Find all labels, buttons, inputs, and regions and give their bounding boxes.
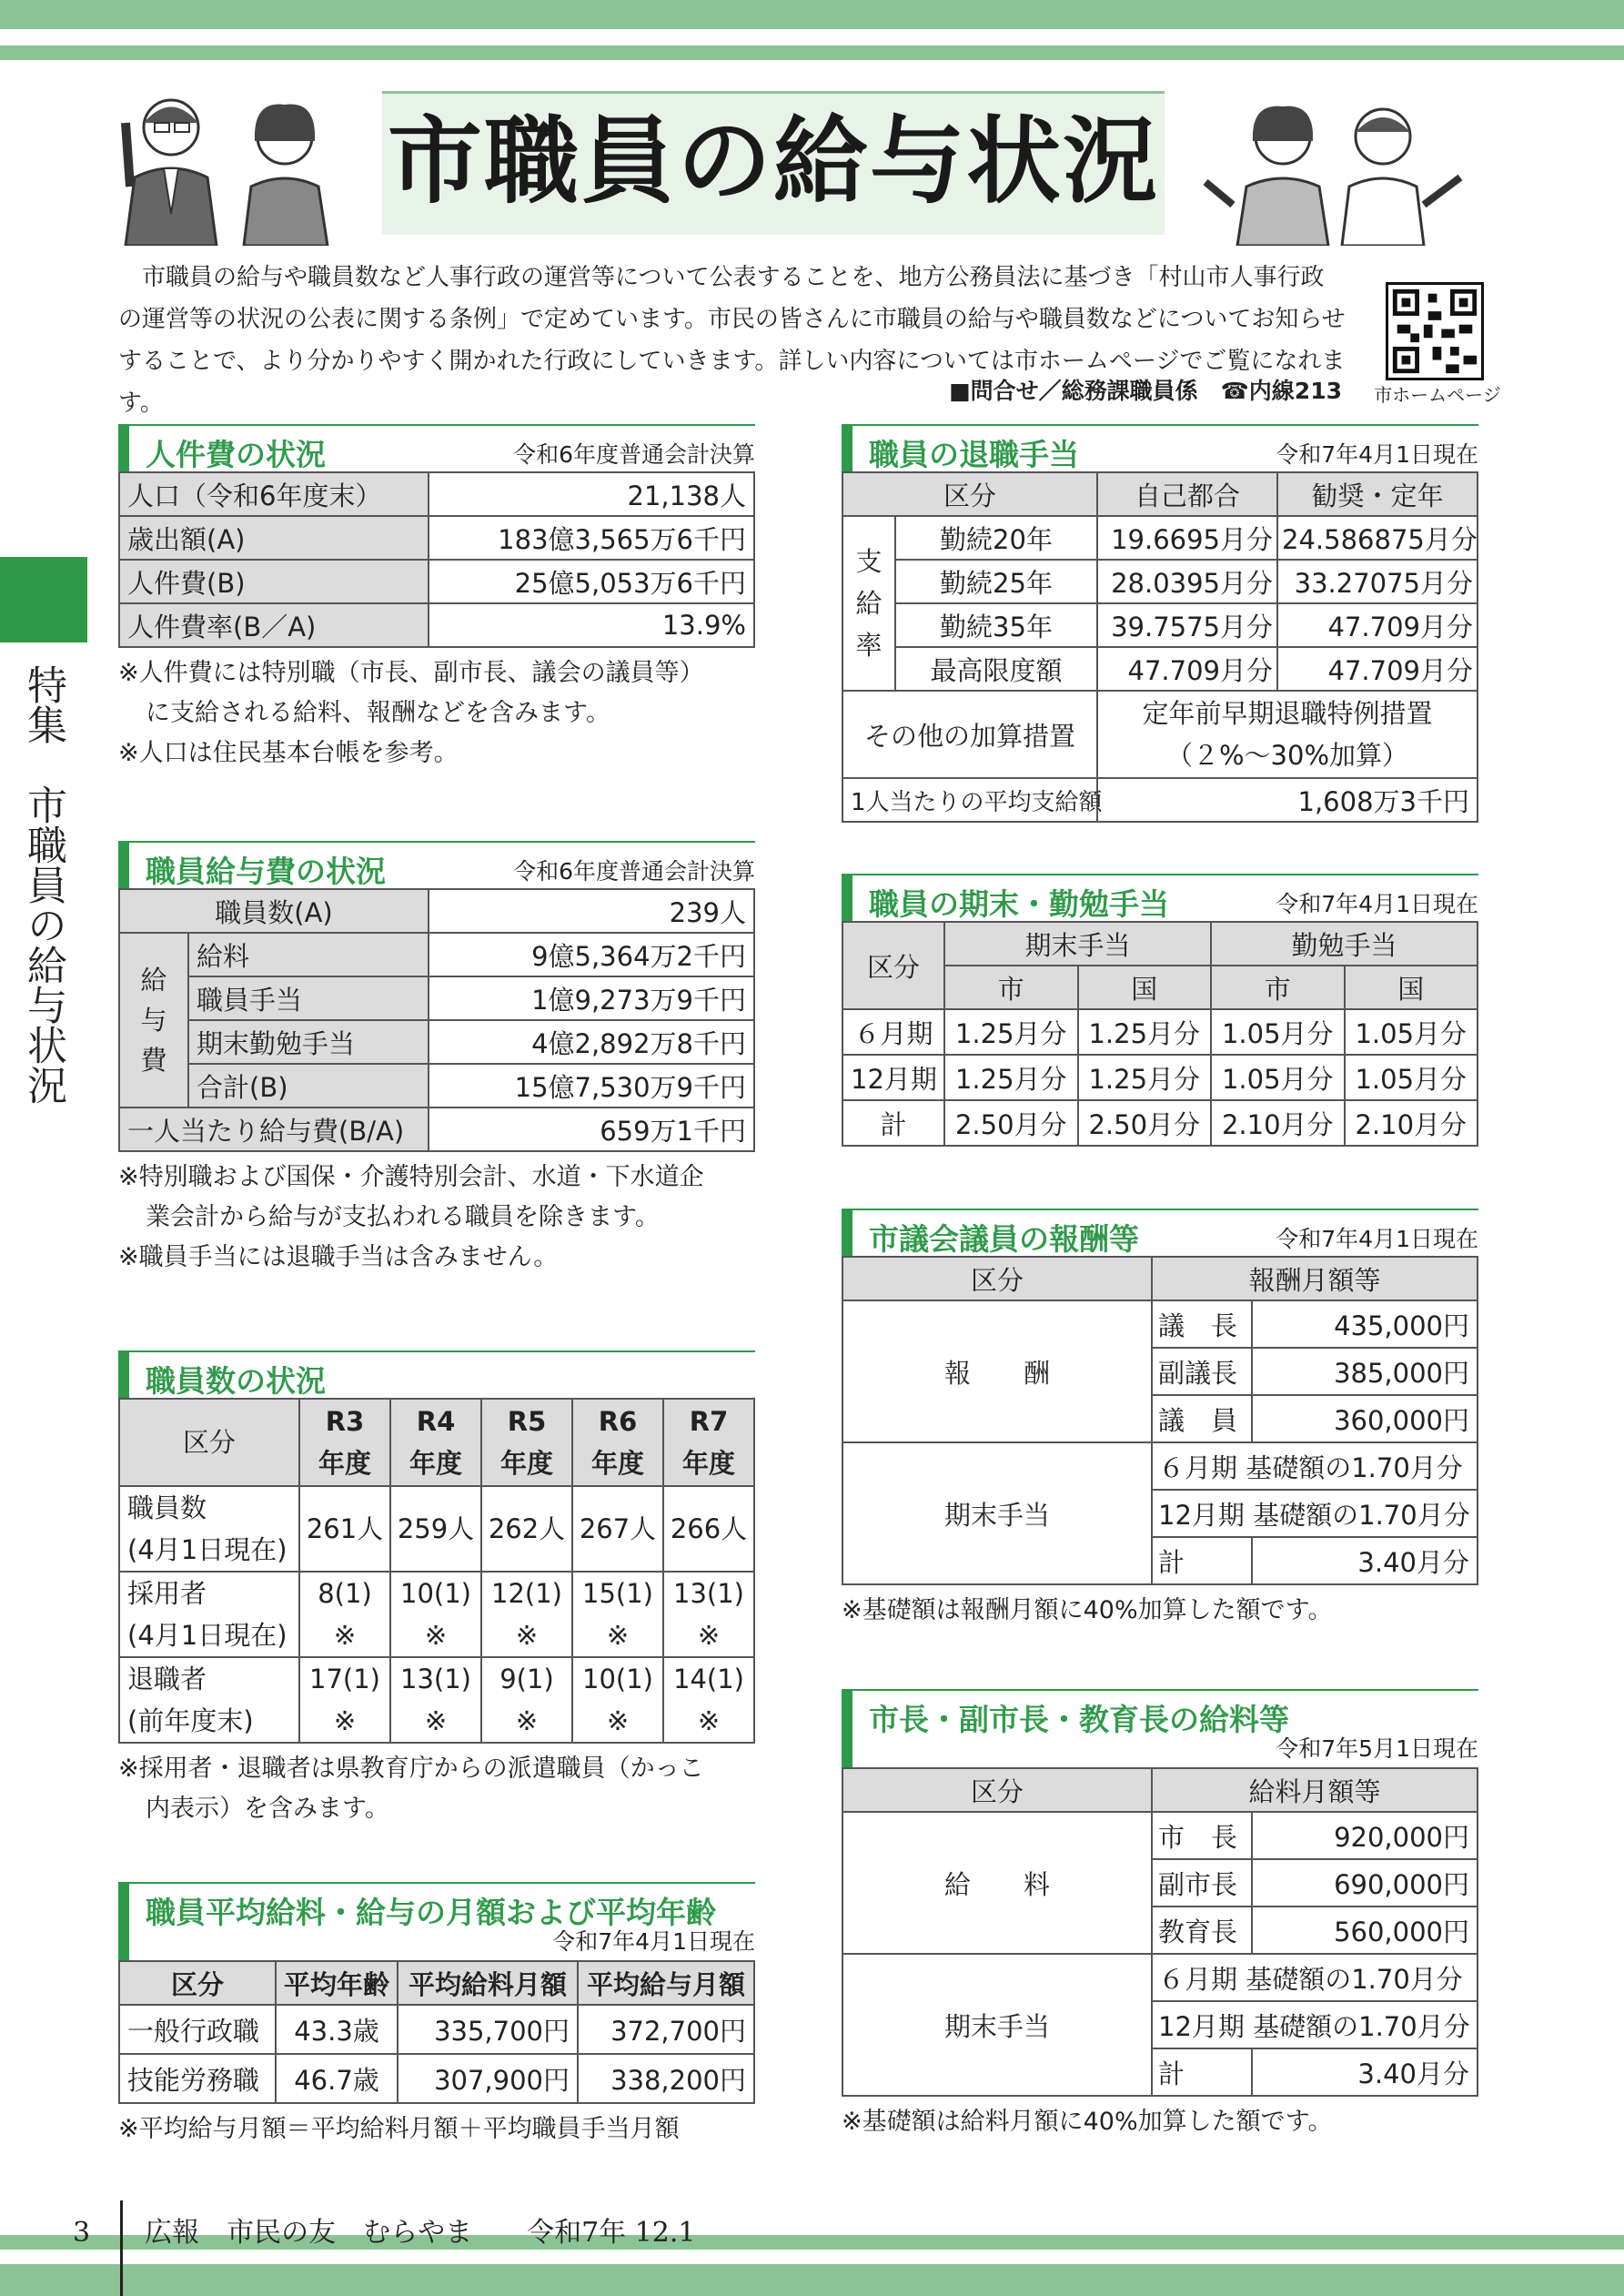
cell: 690,000円 bbox=[1252, 1859, 1478, 1907]
column-header: 区分 bbox=[119, 1399, 299, 1486]
row-label: 給料 bbox=[188, 933, 429, 976]
column-header: 平均年齢 bbox=[276, 1961, 398, 2005]
cell: 920,000円 bbox=[1252, 1812, 1478, 1859]
cell: 372,700円 bbox=[578, 2005, 754, 2054]
cell: 3.40月分 bbox=[1252, 2048, 1478, 2096]
section-title: 職員給与費の状況 bbox=[146, 854, 386, 889]
row-label: 一般行政職 bbox=[119, 2005, 276, 2054]
column-header: 勤勉手当 bbox=[1211, 922, 1478, 966]
section-header bbox=[118, 1350, 755, 1398]
table-row bbox=[842, 603, 1478, 647]
row-label: 最高限度額 bbox=[895, 647, 1097, 691]
table-row bbox=[842, 778, 1478, 822]
row-value: 21,138人 bbox=[429, 472, 754, 516]
row-value: 15億7,530万9千円 bbox=[429, 1064, 754, 1108]
row-value: 13.9% bbox=[429, 603, 754, 647]
row-label: 市 長 bbox=[1152, 1812, 1252, 1859]
column-header: 区分 bbox=[842, 922, 944, 1009]
row-label: 議 長 bbox=[1152, 1300, 1252, 1348]
row-value: 9億5,364万2千円 bbox=[429, 933, 754, 976]
group-label: 報 酬 bbox=[842, 1300, 1152, 1442]
cell: 1.05月分 bbox=[1211, 1009, 1345, 1055]
group-label: 給与費 bbox=[119, 933, 188, 1108]
cell: 28.0395月分 bbox=[1097, 560, 1277, 603]
section-date: 令和6年度普通会計決算 bbox=[513, 441, 755, 468]
table-row bbox=[842, 1009, 1478, 1055]
section-notes bbox=[118, 653, 755, 774]
row-label: ６月期 bbox=[842, 1009, 944, 1055]
section-average-salary bbox=[118, 1882, 755, 2149]
cell-line: （２%～30%加算） bbox=[1166, 740, 1409, 771]
cell: 9(1) ※ bbox=[481, 1657, 572, 1743]
row-label: 退職者 (前年度末) bbox=[119, 1657, 299, 1743]
row-value: 239人 bbox=[429, 889, 754, 933]
section-header bbox=[118, 1882, 755, 1960]
staff-count-table bbox=[118, 1398, 755, 1744]
note: ※人件費には特別職（市長、副市長、議会の議員等） bbox=[118, 659, 704, 687]
cell-line: 定年前早期退職特例措置 bbox=[1142, 698, 1433, 729]
column-header: 期末手当 bbox=[944, 922, 1211, 966]
section-title: 人件費の状況 bbox=[146, 437, 326, 472]
cell: 267人 bbox=[572, 1486, 663, 1572]
table-header-row bbox=[842, 1257, 1478, 1300]
row-label: 職員数(A) bbox=[119, 889, 429, 933]
cell: 307,900円 bbox=[398, 2054, 578, 2103]
section-header bbox=[118, 841, 755, 888]
section-title: 職員平均給料・給与の月額および平均年齢 bbox=[146, 1895, 716, 1930]
section-header bbox=[842, 1209, 1478, 1256]
column-header: 自己都合 bbox=[1097, 472, 1277, 516]
qr-label: 市ホームページ bbox=[1374, 384, 1501, 406]
cell bbox=[1097, 691, 1478, 778]
cell: 1.25月分 bbox=[1078, 1009, 1212, 1055]
section-date: 令和6年度普通会計決算 bbox=[513, 858, 755, 885]
row-label: ６月期 基礎額の1.70月分 bbox=[1152, 1954, 1478, 2001]
cell: 2.50月分 bbox=[1078, 1100, 1212, 1146]
row-label: 教育長 bbox=[1152, 1907, 1252, 1954]
qr-code-icon[interactable] bbox=[1386, 282, 1484, 380]
section-title: 市議会議員の報酬等 bbox=[869, 1221, 1139, 1257]
row-label: 勤続25年 bbox=[895, 560, 1097, 603]
cell: 3.40月分 bbox=[1252, 1537, 1478, 1584]
table-row bbox=[119, 1486, 754, 1572]
table-header-row bbox=[842, 1768, 1478, 1812]
row-label: 12月期 bbox=[842, 1055, 944, 1100]
note: ※平均給与月額＝平均給料月額＋平均職員手当月額 bbox=[118, 2115, 680, 2143]
column-header: 区分 bbox=[119, 1961, 276, 2005]
council-remuneration-table bbox=[842, 1256, 1478, 1585]
staff-illustration-right-icon bbox=[1196, 96, 1478, 246]
column-header: 市 bbox=[944, 966, 1078, 1009]
cell: 10(1) ※ bbox=[390, 1572, 481, 1657]
note: ※採用者・退職者は県教育庁からの派遣職員（かっこ bbox=[118, 1755, 704, 1783]
page-title: 市職員の給与状況 bbox=[387, 106, 1159, 217]
column-header: 区分 bbox=[842, 1768, 1152, 1812]
table-row bbox=[119, 933, 754, 976]
row-value: 4億2,892万8千円 bbox=[429, 1020, 754, 1064]
table-row bbox=[119, 1020, 754, 1064]
section-title: 市長・副市長・教育長の給料等 bbox=[869, 1702, 1289, 1737]
note: に支給される給料、報酬などを含みます。 bbox=[146, 699, 610, 727]
table-row bbox=[119, 516, 754, 560]
row-label: 技能労務職 bbox=[119, 2054, 276, 2103]
note: ※特別職および国保・介護特別会計、水道・下水道企 bbox=[118, 1163, 704, 1191]
cell: 2.10月分 bbox=[1211, 1100, 1345, 1146]
column-header: 平均給与月額 bbox=[578, 1961, 754, 2005]
column-header: 平均給料月額 bbox=[398, 1961, 578, 2005]
side-tab bbox=[0, 557, 87, 642]
cell: 1.05月分 bbox=[1211, 1055, 1345, 1100]
note: 業会計から給与が支払われる職員を除きます。 bbox=[146, 1203, 660, 1231]
table-header-row bbox=[119, 1399, 754, 1486]
table-row bbox=[842, 1812, 1478, 1859]
section-council-remuneration bbox=[842, 1209, 1478, 1631]
table-row bbox=[842, 560, 1478, 603]
table-row bbox=[842, 516, 1478, 560]
table-row bbox=[842, 1055, 1478, 1100]
cell: 385,000円 bbox=[1252, 1348, 1478, 1395]
bonus-table bbox=[842, 921, 1478, 1147]
table-row bbox=[119, 1064, 754, 1108]
column-header: 区分 bbox=[842, 1257, 1152, 1300]
row-label: 12月期 基礎額の1.70月分 bbox=[1152, 2001, 1478, 2048]
cell: 262人 bbox=[481, 1486, 572, 1572]
cell: 259人 bbox=[390, 1486, 481, 1572]
row-label: 副市長 bbox=[1152, 1859, 1252, 1907]
salary-cost-table bbox=[118, 888, 755, 1152]
section-mayor-salary bbox=[842, 1689, 1478, 2142]
section-notes bbox=[118, 1158, 755, 1278]
intro-text: 市職員の給与や職員数など人事行政の運営等について公表することを、地方公務員法に基づき「村山市人事行政の運営等の状況の公表に関する条例」で定めています。市民の皆さんに市職員の給与や職員数などについてお知らせすることで、より分かりやすく開かれた行政にしていきます。詳しい内容については市ホームページでご覧になれます。 bbox=[118, 264, 1346, 417]
cell: 335,700円 bbox=[398, 2005, 578, 2054]
row-label: 勤続35年 bbox=[895, 603, 1097, 647]
section-date: 令和7年4月1日現在 bbox=[552, 1928, 755, 1955]
cell: 47.709月分 bbox=[1097, 647, 1277, 691]
cell: 17(1) ※ bbox=[299, 1657, 390, 1743]
cell: 39.7575月分 bbox=[1097, 603, 1277, 647]
section-header bbox=[842, 424, 1478, 471]
column-header: R4 年度 bbox=[390, 1399, 481, 1486]
row-value: 25億5,053万6千円 bbox=[429, 560, 754, 603]
cell: 10(1) ※ bbox=[572, 1657, 663, 1743]
section-staff-count bbox=[118, 1350, 755, 1829]
section-header bbox=[118, 424, 755, 471]
cell: 15(1) ※ bbox=[572, 1572, 663, 1657]
row-label: 合計(B) bbox=[188, 1064, 429, 1108]
cell: 1.05月分 bbox=[1345, 1055, 1478, 1100]
column-header: 勧奨・定年 bbox=[1277, 472, 1478, 516]
table-row bbox=[119, 603, 754, 647]
footer-text: 3 広報 市民の友 むらやま 令和7年 12.1 bbox=[73, 2217, 696, 2249]
row-label: 勤続20年 bbox=[895, 516, 1097, 560]
cell: 1.25月分 bbox=[944, 1009, 1078, 1055]
column-header: 国 bbox=[1345, 966, 1478, 1009]
group-label: 給 料 bbox=[842, 1812, 1152, 1954]
section-date: 令和7年4月1日現在 bbox=[1276, 1226, 1478, 1252]
cell: 338,200円 bbox=[578, 2054, 754, 2103]
section-retirement-allowance bbox=[842, 424, 1478, 823]
section-title: 職員の期末・勤勉手当 bbox=[869, 886, 1169, 922]
table-row bbox=[842, 1300, 1478, 1348]
section-notes bbox=[842, 2102, 1478, 2142]
cell: 19.6695月分 bbox=[1097, 516, 1277, 560]
cell: 1.25月分 bbox=[944, 1055, 1078, 1100]
column-header: R3 年度 bbox=[299, 1399, 390, 1486]
row-label: 人件費(B) bbox=[119, 560, 429, 603]
row-label: 副議長 bbox=[1152, 1348, 1252, 1395]
row-label: 期末勤勉手当 bbox=[188, 1020, 429, 1064]
top-band bbox=[0, 0, 1624, 29]
section-salary-cost bbox=[118, 841, 755, 1278]
top-band-thin bbox=[0, 46, 1624, 60]
section-date: 令和7年4月1日現在 bbox=[1276, 891, 1478, 917]
cell: 435,000円 bbox=[1252, 1300, 1478, 1348]
section-title: 職員の退職手当 bbox=[869, 437, 1079, 472]
row-value: 183億3,565万6千円 bbox=[429, 516, 754, 560]
column-header: 報酬月額等 bbox=[1152, 1257, 1478, 1300]
section-personnel-cost bbox=[118, 424, 755, 774]
cell: 266人 bbox=[663, 1486, 754, 1572]
cell: 43.3歳 bbox=[276, 2005, 398, 2054]
row-label: 職員手当 bbox=[188, 976, 429, 1020]
column-header: 区分 bbox=[842, 472, 1097, 516]
column-header: R6 年度 bbox=[572, 1399, 663, 1486]
table-header-row bbox=[842, 472, 1478, 516]
cell: 560,000円 bbox=[1252, 1907, 1478, 1954]
staff-illustration-left-icon bbox=[116, 86, 353, 246]
group-label: 期末手当 bbox=[842, 1442, 1152, 1584]
row-label: 採用者 (4月1日現在) bbox=[119, 1572, 299, 1657]
table-header-row bbox=[119, 1961, 754, 2005]
cell: 13(1) ※ bbox=[390, 1657, 481, 1743]
cell: 33.27075月分 bbox=[1277, 560, 1478, 603]
column-header: 国 bbox=[1078, 966, 1212, 1009]
contact-info: ■問合せ／総務課職員係 ☎内線213 bbox=[949, 378, 1342, 404]
section-notes bbox=[118, 1749, 755, 1829]
row-label: 一人当たり給与費(B/A) bbox=[119, 1108, 429, 1151]
cell: 14(1) ※ bbox=[663, 1657, 754, 1743]
cell: 13(1) ※ bbox=[663, 1572, 754, 1657]
cell: 1,608万3千円 bbox=[1097, 778, 1478, 822]
table-row bbox=[119, 976, 754, 1020]
side-label: 特集 市職員の給与状況 bbox=[20, 664, 66, 1105]
cell: 8(1) ※ bbox=[299, 1572, 390, 1657]
cell: 2.50月分 bbox=[944, 1100, 1078, 1146]
section-header bbox=[842, 1689, 1478, 1767]
cell: 360,000円 bbox=[1252, 1395, 1478, 1442]
note: ※人口は住民基本台帳を参考。 bbox=[118, 739, 459, 767]
mayor-salary-table bbox=[842, 1767, 1478, 2097]
row-label: 12月期 基礎額の1.70月分 bbox=[1152, 1490, 1478, 1537]
column-header: 給料月額等 bbox=[1152, 1768, 1478, 1812]
column-header: 市 bbox=[1211, 966, 1345, 1009]
table-row bbox=[119, 2054, 754, 2103]
table-row bbox=[842, 691, 1478, 778]
table-row bbox=[842, 1954, 1478, 2001]
section-header bbox=[842, 874, 1478, 921]
row-label: 歳出額(A) bbox=[119, 516, 429, 560]
row-label: 議 員 bbox=[1152, 1395, 1252, 1442]
row-label: 職員数 (4月1日現在) bbox=[119, 1486, 299, 1572]
cell: 47.709月分 bbox=[1277, 647, 1478, 691]
table-row bbox=[119, 560, 754, 603]
section-title: 職員数の状況 bbox=[146, 1363, 326, 1399]
group-label: 期末手当 bbox=[842, 1954, 1152, 2096]
table-row bbox=[119, 2005, 754, 2054]
section-notes bbox=[118, 2109, 755, 2149]
row-value: 659万1千円 bbox=[429, 1108, 754, 1151]
table-row bbox=[842, 647, 1478, 691]
note: ※職員手当には退職手当は含みません。 bbox=[118, 1243, 559, 1271]
table-row bbox=[842, 1100, 1478, 1146]
cell: 24.586875月分 bbox=[1277, 516, 1478, 560]
cell: 1.05月分 bbox=[1345, 1009, 1478, 1055]
row-label: 人件費率(B／A) bbox=[119, 603, 429, 647]
group-label: 支給率 bbox=[842, 516, 895, 691]
personnel-cost-table bbox=[118, 471, 755, 648]
row-label: ６月期 基礎額の1.70月分 bbox=[1152, 1442, 1478, 1490]
table-row bbox=[119, 1657, 754, 1743]
row-label: 計 bbox=[1152, 2048, 1252, 2096]
table-row bbox=[119, 1572, 754, 1657]
row-label: 人口（令和6年度末） bbox=[119, 472, 429, 516]
note: 内表示）を含みます。 bbox=[146, 1795, 389, 1823]
bottom-band bbox=[0, 2264, 1624, 2296]
note: ※基礎額は報酬月額に40%加算した額です。 bbox=[842, 1596, 1333, 1624]
row-label: 計 bbox=[842, 1100, 944, 1146]
section-bonus bbox=[842, 874, 1478, 1147]
section-notes bbox=[842, 1591, 1478, 1631]
row-label: その他の加算措置 bbox=[842, 691, 1097, 778]
cell: 47.709月分 bbox=[1277, 603, 1478, 647]
table-row bbox=[119, 1108, 754, 1151]
average-salary-table bbox=[118, 1960, 755, 2104]
row-label: 計 bbox=[1152, 1537, 1252, 1584]
cell: 261人 bbox=[299, 1486, 390, 1572]
row-value: 1億9,273万9千円 bbox=[429, 976, 754, 1020]
table-header-row bbox=[842, 922, 1478, 966]
cell: 46.7歳 bbox=[276, 2054, 398, 2103]
table-row bbox=[119, 889, 754, 933]
column-header: R7 年度 bbox=[663, 1399, 754, 1486]
row-label: 1人当たりの平均支給額 bbox=[842, 778, 1097, 822]
cell: 2.10月分 bbox=[1345, 1100, 1478, 1146]
retirement-allowance-table bbox=[842, 471, 1478, 823]
cell: 1.25月分 bbox=[1078, 1055, 1212, 1100]
cell: 12(1) ※ bbox=[481, 1572, 572, 1657]
section-date: 令和7年5月1日現在 bbox=[1276, 1735, 1478, 1762]
column-header: R5 年度 bbox=[481, 1399, 572, 1486]
note: ※基礎額は給料月額に40%加算した額です。 bbox=[842, 2108, 1333, 2136]
table-row bbox=[119, 472, 754, 516]
table-row bbox=[842, 1442, 1478, 1490]
section-date: 令和7年4月1日現在 bbox=[1276, 441, 1478, 468]
